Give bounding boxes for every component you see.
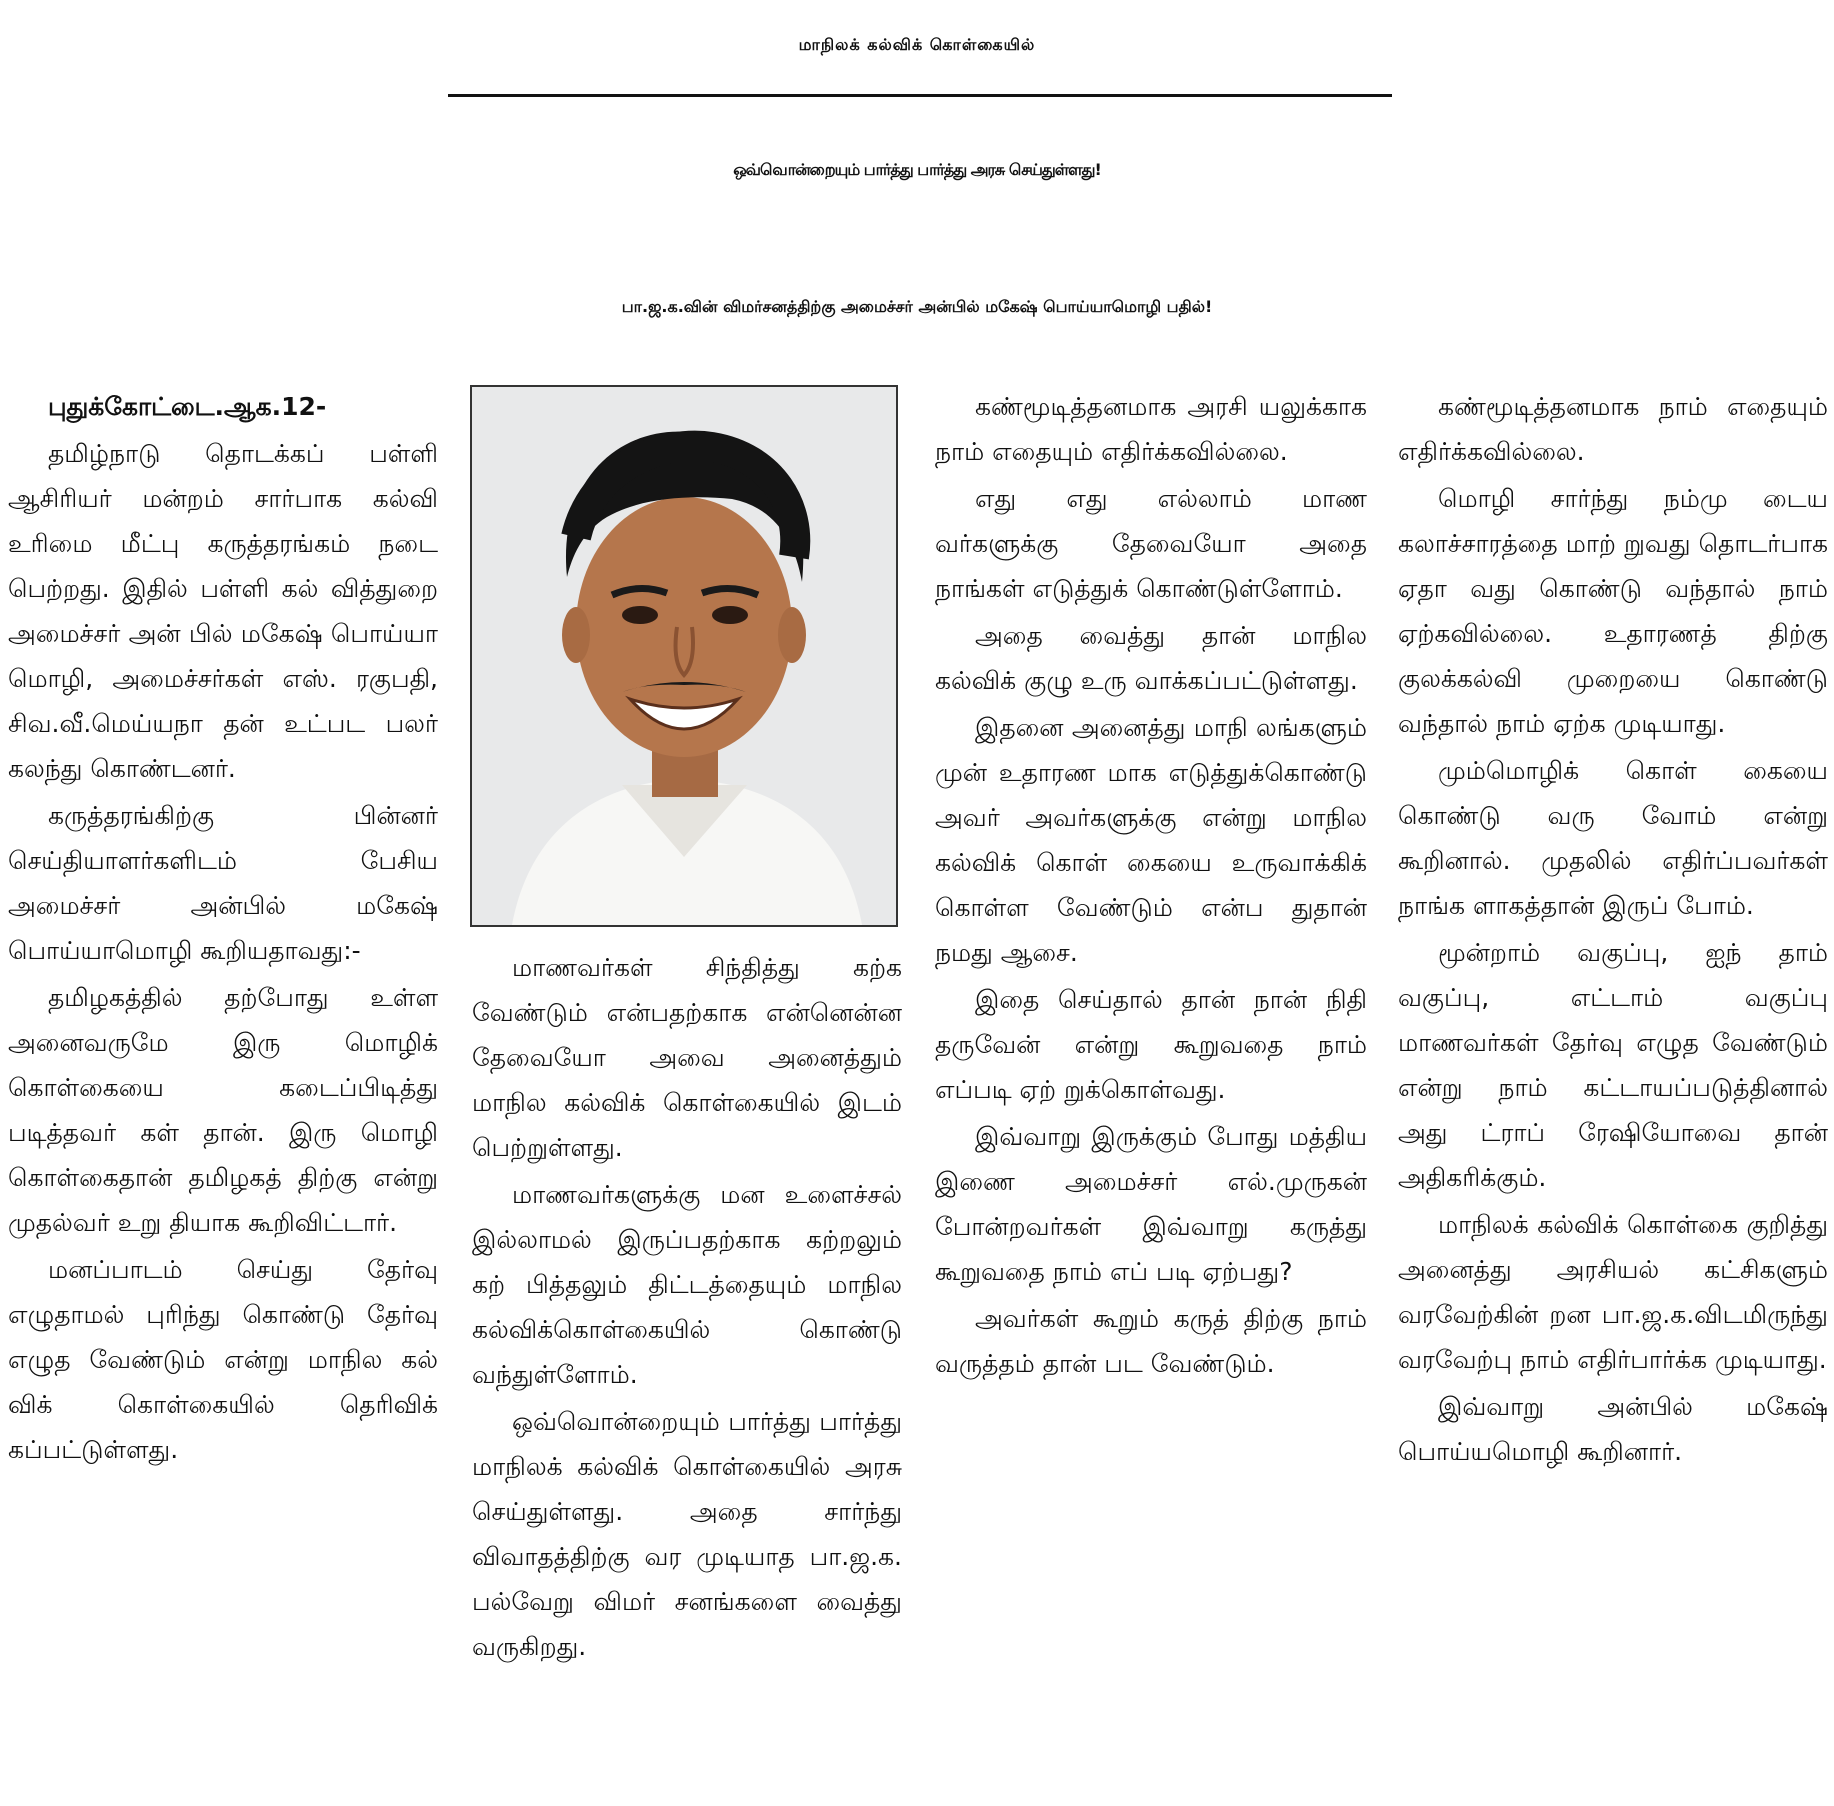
- paragraph: தமிழ்நாடு தொடக்கப் பள்ளி ஆசிரியர் மன்றம் சார்பாக கல்வி உரிமை மீட்பு கருத்தரங்கம் நடை பெற்றது. இதில் பள்ளி கல் வித்துறை அமைச்சர் அன் பில் மகேஷ் பொய்யா மொழி, அமைச்சர்கள் எஸ். ரகுபதி, சிவ.வீ.மெய்யநா தன் உட்பட பலர் கலந்து கொண்டனர்.: [8, 439, 438, 783]
- paragraph: மொழி சார்ந்து நம்மு டைய கலாச்சாரத்தை மாற் றுவது தொடர்பாக ஏதா வது கொண்டு வந்தால் நாம் ஏற்கவில்லை. உதாரணத் திற்கு குலக்கல்வி முறையை கொண்டு வந்தால் நாம் ஏற்க முடியாது.: [1398, 484, 1828, 738]
- minister-photo: [470, 385, 898, 927]
- paragraph: மும்மொழிக் கொள் கையை கொண்டு வரு வோம் என்று கூறினால். முதலில் எதிர்ப்பவர்கள் நாங்க ளாகத்தான் இருப் போம்.: [1398, 756, 1828, 920]
- article-column-1: [8, 384, 438, 1474]
- paragraph: இவ்வாறு இருக்கும் போது மத்திய இணை அமைச்சர் எல்.முருகன் போன்றவர்கள் இவ்வாறு கருத்து கூறுவதை நாம் எப் படி ஏற்பது?: [935, 1122, 1367, 1286]
- kicker-headline: மாநிலக் கல்விக் கொள்கையில்: [798, 35, 1036, 54]
- paragraph: அதை வைத்து தான் மாநில கல்விக் குழு உரு வாக்கப்பட்டுள்ளது.: [935, 621, 1367, 695]
- main-headline: ஒவ்வொன்றையும் பார்த்து பார்த்து அரசு செய்துள்ளது!: [733, 160, 1101, 179]
- paragraph: தமிழகத்தில் தற்போது உள்ள அனைவருமே இரு மொழிக் கொள்கையை கடைப்பிடித்து படித்தவர் கள் தான். இரு மொழி கொள்கைதான் தமிழகத் திற்கு என்று முதல்வர் உறு தியாக கூறிவிட்டார்.: [8, 983, 438, 1237]
- dateline: புதுக்கோட்டை.ஆக.12-: [48, 392, 327, 421]
- paragraph: எது எது எல்லாம் மாண வர்களுக்கு தேவையோ அதை நாங்கள் எடுத்துக் கொண்டுள்ளோம்.: [935, 484, 1367, 603]
- paragraph: மாணவர்களுக்கு மன உளைச்சல் இல்லாமல் இருப்பதற்காக கற்றலும் கற் பித்தலும் திட்டத்தையும் மாநில கல்விக்கொள்கையில் கொண்டு வந்துள்ளோம்.: [472, 1180, 902, 1389]
- kicker-underline: [448, 94, 1392, 97]
- paragraph: மாணவர்கள் சிந்தித்து கற்க வேண்டும் என்பதற்காக என்னென்ன தேவையோ அவை அனைத்தும் மாநில கல்விக் கொள்கையில் இடம் பெற்றுள்ளது.: [472, 953, 902, 1162]
- paragraph: இவ்வாறு அன்பில் மகேஷ் பொய்யமொழி கூறினார்.: [1398, 1392, 1828, 1466]
- paragraph: இதனை அனைத்து மாநி லங்களும் முன் உதாரண மாக எடுத்துக்கொண்டு அவர் அவர்களுக்கு என்று மாநில கல்விக் கொள் கையை உருவாக்கிக் கொள்ள வேண்டும் என்ப துதான் நமது ஆசை.: [935, 713, 1367, 967]
- paragraph: மனப்பாடம் செய்து தேர்வு எழுதாமல் புரிந்து கொண்டு தேர்வு எழுத வேண்டும் என்று மாநில கல் விக் கொள்கையில் தெரிவிக் கப்பட்டுள்ளது.: [8, 1255, 438, 1464]
- paragraph: கண்மூடித்தனமாக அரசி யலுக்காக நாம் எதையும் எதிர்க்கவில்லை.: [935, 392, 1367, 466]
- paragraph: ஒவ்வொன்றையும் பார்த்து பார்த்து மாநிலக் கல்விக் கொள்கையில் அரசு செய்துள்ளது. அதை சார்ந்து விவாதத்திற்கு வர முடியாத பா.ஜ.க. பல்வேறு விமர் சனங்களை வைத்து வருகிறது.: [472, 1407, 902, 1661]
- paragraph: அவர்கள் கூறும் கருத் திற்கு நாம் வருத்தம் தான் பட வேண்டும்.: [935, 1304, 1367, 1378]
- article-column-3: [935, 384, 1367, 1388]
- paragraph: கருத்தரங்கிற்கு பின்னர் செய்தியாளர்களிடம் பேசிய அமைச்சர் அன்பில் மகேஷ் பொய்யாமொழி கூறியதாவது:-: [8, 801, 438, 965]
- paragraph: மூன்றாம் வகுப்பு, ஐந் தாம் வகுப்பு, எட்டாம் வகுப்பு மாணவர்கள் தேர்வு எழுத வேண்டும் என்று நாம் கட்டாயப்படுத்தினால் அது ட்ராப் ரேஷியோவை தான் அதிகரிக்கும்.: [1398, 938, 1828, 1192]
- paragraph: கண்மூடித்தனமாக நாம் எதையும் எதிர்க்கவில்லை.: [1398, 392, 1828, 466]
- sub-headline: பா.ஜ.க.வின் விமர்சனத்திற்கு அமைச்சர் அன்பில் மகேஷ் பொய்யாமொழி பதில்!: [621, 297, 1213, 316]
- article-column-2: [472, 945, 902, 1671]
- paragraph: இதை செய்தால் தான் நான் நிதி தருவேன் என்று கூறுவதை நாம் எப்படி ஏற் றுக்கொள்வது.: [935, 985, 1367, 1104]
- paragraph: மாநிலக் கல்விக் கொள்கை குறித்து அனைத்து அரசியல் கட்சிகளும் வரவேற்கின் றன பா.ஜ.க.விடமிருந்து வரவேற்பு நாம் எதிர்பார்க்க முடியாது.: [1398, 1210, 1828, 1374]
- article-column-4: [1398, 384, 1828, 1476]
- portrait-illustration: [472, 387, 896, 925]
